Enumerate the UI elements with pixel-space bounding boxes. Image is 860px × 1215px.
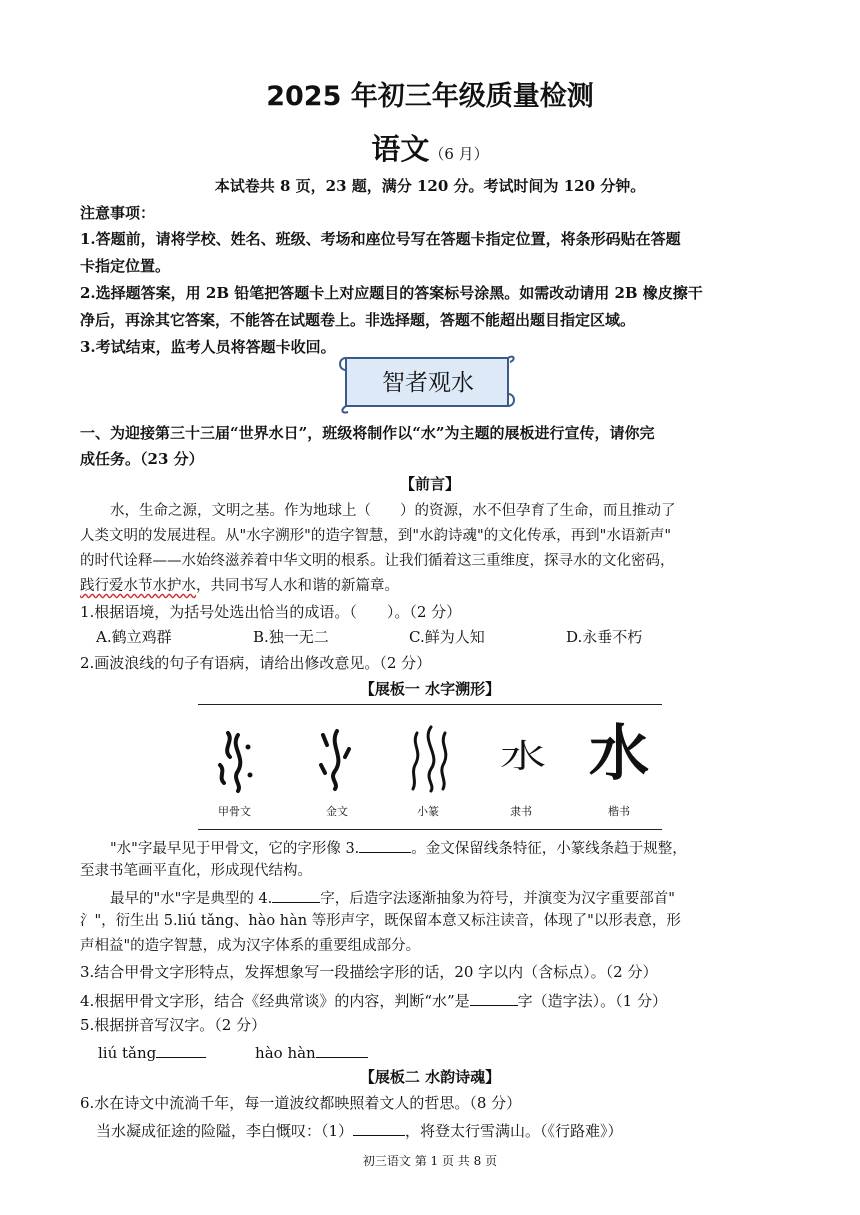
blank-q4[interactable] [470, 989, 518, 1006]
panel1-p2-b: 氵"，衍生出 5.liú tǎng、hào hàn 等形声字，既保留本意又标注读音，体现了"以形表意，形 [80, 913, 681, 929]
panel1-p1-b: 至隶书笔画平直化，形成现代结构。 [80, 863, 312, 879]
note-3: 3.考试结束，监考人员将答题卡收回。 [80, 338, 336, 356]
q1-option-b: B.独一无二 [253, 628, 329, 646]
q5-answer-line [98, 1041, 368, 1063]
subject-note: （6 月） [429, 145, 489, 163]
panel1-heading: 【展板一 水字溯形】 [359, 680, 501, 698]
note-2b: 净后，再涂其它答案，不能答在试题卷上。非选择题，答题不能超出题目指定区域。 [80, 311, 636, 329]
q4-stem: 4.根据甲骨文字形，结合《经典常谈》的内容，判断“水”是 字（造字法）。（1 分） [80, 989, 667, 1011]
note-2a: 2.选择题答案，用 2B 铅笔把答题卡上对应题目的答案标号涂黑。如需改动请用 2B 橡皮擦干 [80, 284, 703, 302]
subject-line [0, 132, 860, 171]
label-oracle-bone: 甲骨文 [218, 805, 251, 818]
q5-stem: 5.根据拼音写汉字。（2 分） [80, 1016, 267, 1034]
preface-line-b: 人类文明的发展进程。从"水字溯形"的造字智慧，到"水韵诗魂"的文化传承，再到"水语新声" [80, 528, 672, 544]
page-footer: 初三语文 第 1 页 共 8 页 [362, 1154, 498, 1168]
oracle-bone-water-icon [208, 725, 268, 795]
panel1-p2-a: 最早的"水"字是典型的 4. 字，后造字法逐渐抽象为符号，并演变为汉字重要部首" [110, 886, 675, 909]
q1-stem: 1.根据语境，为括号处选出恰当的成语。（ ）。（2 分） [80, 603, 462, 621]
clerical-script-water-char: 水 [500, 737, 546, 775]
bronze-script-water-icon [311, 723, 361, 793]
notes-heading: 注意事项： [80, 204, 156, 222]
regular-script-water-char: 水 [589, 719, 649, 789]
glyph-evolution-figure [198, 704, 662, 830]
preface-line-d-rest: ，共同书写人水和谐的新篇章。 [196, 578, 399, 594]
section1-line-a: 一、为迎接第三十三届“世界水日”，班级将制作以“水”为主题的展板进行宣传，请你完 [80, 424, 655, 442]
exam-title: 2025 年初三年级质量检测 [266, 81, 594, 112]
section1-line-b: 成任务。（23 分） [80, 450, 204, 468]
panel2-heading: 【展板二 水韵诗魂】 [359, 1068, 501, 1086]
blank-pinyin-2[interactable] [316, 1041, 368, 1058]
banner-title: 智者观水 [382, 370, 474, 396]
q1-option-d: D.永垂不朽 [566, 628, 643, 646]
panel1-p2-c: 声相益"的造字智慧，成为汉字体系的重要组成部分。 [80, 938, 421, 954]
label-regular: 楷书 [608, 805, 630, 818]
label-bronze: 金文 [326, 805, 348, 818]
preface-line-c: 的时代诠释——水始终滋养着中华文明的根系。让我们循着这三重维度，探寻水的文化密码， [80, 553, 675, 569]
note-1b: 卡指定位置。 [80, 257, 171, 275]
pinyin-1: liú tǎng [98, 1044, 157, 1062]
q6-stem: 6.水在诗文中流淌千年，每一道波纹都映照着文人的哲思。（8 分） [80, 1094, 522, 1112]
label-small-seal: 小篆 [417, 805, 439, 818]
wavy-sentence: 践行爱水节水护水 [80, 578, 196, 594]
note-1a: 1.答题前，请将学校、姓名、班级、考场和座位号写在答题卡指定位置，将条形码贴在答题 [80, 230, 681, 248]
label-clerical: 隶书 [510, 805, 532, 818]
q6-line-a: 当水凝成征途的险隘，李白慨叹：（1） ，将登太行雪满山。（《行路难》） [96, 1119, 623, 1141]
q1-option-a: A.鹤立鸡群 [96, 628, 172, 646]
q3-stem: 3.结合甲骨文字形特点，发挥想象写一段描绘字形的话，20 字以内（含标点）。（2 分） [80, 963, 658, 981]
subject-title: 语文 [371, 132, 430, 166]
preface-line-a: 水，生命之源，文明之基。作为地球上（ ）的资源，水不但孕育了生命，而且推动了 [110, 503, 676, 519]
blank-4[interactable] [272, 886, 320, 903]
q2-stem: 2.画波浪线的句子有语病，请给出修改意见。（2 分） [80, 654, 432, 672]
preface-heading: 【前言】 [399, 475, 460, 493]
panel1-p1-a: "水"字最早见于甲骨文，它的字形像 3. 。金文保留线条特征，小篆线条趋于规整， [110, 836, 687, 859]
small-seal-water-icon [401, 721, 461, 795]
preface-line-d [80, 576, 399, 596]
blank-q6-1[interactable] [353, 1119, 405, 1136]
blank-pinyin-1[interactable] [156, 1041, 206, 1058]
blank-3[interactable] [359, 836, 411, 853]
exam-info: 本试卷共 8 页，23 题，满分 120 分。考试时间为 120 分钟。 [214, 177, 646, 195]
q1-option-c: C.鲜为人知 [409, 628, 485, 646]
pinyin-2: hào hàn [255, 1044, 316, 1062]
